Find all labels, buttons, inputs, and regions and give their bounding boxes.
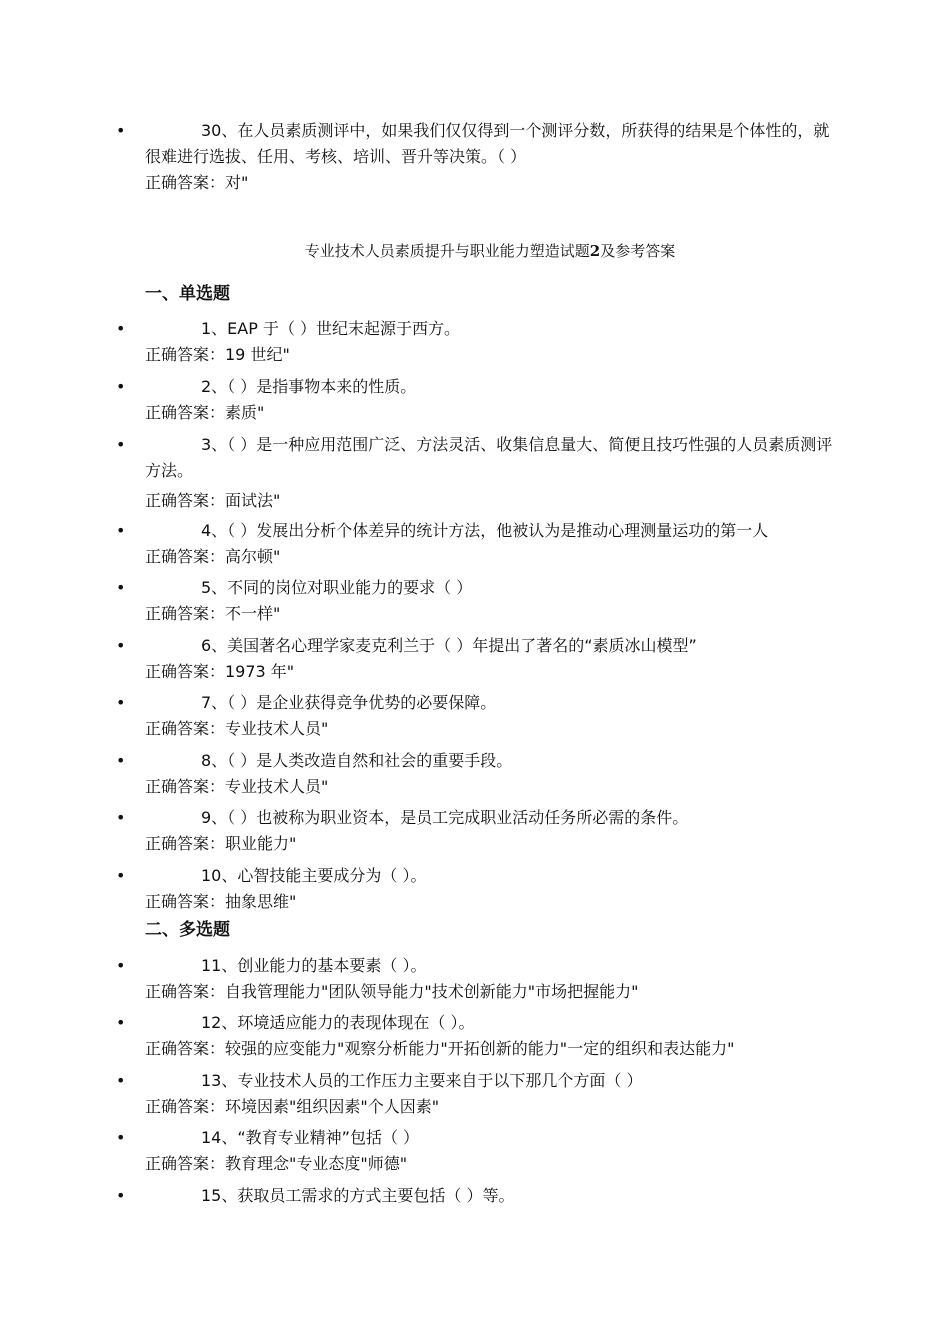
bullet-icon: • — [116, 693, 126, 712]
question-text: 10、心智技能主要成分为（ ）。 — [201, 866, 427, 885]
list-item — [116, 1010, 845, 1062]
answer-text: 正确答案：环境因素"组织因素"个人因素" — [145, 1097, 440, 1116]
question-text: 13、专业技术人员的工作压力主要来自于以下那几个方面（ ） — [201, 1071, 643, 1090]
answer-text: 正确答案：19 世纪" — [145, 345, 290, 364]
answer-text: 正确答案：教育理念"专业态度"师德" — [145, 1154, 408, 1173]
question-text: 4、（ ）发展出分析个体差异的统计方法，他被认为是推动心理测量运功的第一人 — [201, 521, 769, 540]
question-text: 6、美国著名心理学家麦克利兰于（ ）年提出了著名的“素质冰山模型” — [201, 636, 697, 655]
question-text: 2、（ ）是指事物本来的性质。 — [201, 377, 417, 396]
bullet-icon: • — [116, 578, 126, 597]
bullet-icon: • — [116, 866, 126, 885]
list-item — [116, 805, 845, 857]
list-item — [116, 374, 845, 426]
answer-text: 正确答案：高尔顿" — [145, 547, 281, 566]
list-item — [116, 1125, 845, 1177]
bullet-icon: • — [116, 1071, 126, 1090]
list-item — [116, 633, 845, 685]
list-item — [116, 1183, 845, 1209]
answer-text: 正确答案：1973 年" — [145, 662, 295, 681]
question-text: 7、（ ）是企业获得竞争优势的必要保障。 — [201, 693, 497, 712]
answer-text: 正确答案：较强的应变能力"观察分析能力"开拓创新的能力"一定的组织和表达能力" — [145, 1039, 735, 1058]
title-number: 2 — [589, 242, 601, 260]
list-item — [116, 748, 845, 800]
question-text: 9、（ ）也被称为职业资本，是员工完成职业活动任务所必需的条件。 — [201, 808, 689, 827]
answer-text: 正确答案：专业技术人员" — [145, 719, 329, 738]
section-heading-multi: 二、多选题 — [145, 920, 230, 940]
bullet-icon: • — [116, 121, 126, 140]
question-text: 3、（ ）是一种应用范围广泛、方法灵活、收集信息量大、简便且技巧性强的人员素质测评方法。 — [145, 435, 833, 480]
question-text: 1、EAP 于（ ）世纪末起源于西方。 — [201, 319, 461, 338]
section-heading-single: 一、单选题 — [145, 284, 230, 304]
question-text: 8、（ ）是人类改造自然和社会的重要手段。 — [201, 751, 513, 770]
answer-text: 正确答案：抽象思维" — [145, 892, 297, 911]
bullet-icon: • — [116, 1128, 126, 1147]
list-item — [116, 518, 845, 570]
bullet-icon: • — [116, 751, 126, 770]
answer-text: 正确答案：素质" — [145, 403, 265, 422]
answer-text: 正确答案：面试法" — [145, 491, 281, 510]
answer-text: 正确答案：职业能力" — [145, 834, 297, 853]
bullet-icon: • — [116, 956, 126, 975]
list-item — [116, 316, 845, 368]
answer-text: 正确答案：自我管理能力"团队领导能力"技术创新能力"市场把握能力" — [145, 982, 639, 1001]
question-text: 5、不同的岗位对职业能力的要求（ ） — [201, 578, 473, 597]
bullet-icon: • — [116, 1013, 126, 1032]
bullet-icon: • — [116, 808, 126, 827]
answer-text: 正确答案：对" — [145, 173, 249, 192]
question-text: 11、创业能力的基本要素（ ）。 — [201, 956, 427, 975]
list-item — [116, 118, 845, 196]
answer-text: 正确答案：不一样" — [145, 604, 281, 623]
list-item — [116, 432, 845, 514]
question-text: 14、“教育专业精神”包括（ ） — [201, 1128, 420, 1147]
list-item — [116, 1068, 845, 1120]
answer-text: 正确答案：专业技术人员" — [145, 777, 329, 796]
list-item — [116, 953, 845, 1005]
list-item — [116, 863, 845, 915]
bullet-icon: • — [116, 636, 126, 655]
list-item — [116, 575, 845, 627]
bullet-icon: • — [116, 1186, 126, 1205]
bullet-icon: • — [116, 521, 126, 540]
bullet-icon: • — [116, 377, 126, 396]
question-text: 30、在人员素质测评中，如果我们仅仅得到一个测评分数，所获得的结果是个体性的，就很难进行选拔、任用、考核、培训、晋升等决策。（ ） — [145, 121, 830, 166]
bullet-icon: • — [116, 435, 126, 454]
bullet-icon: • — [116, 319, 126, 338]
list-item — [116, 690, 845, 742]
document-title: 专业技术人员素质提升与职业能力塑造试题2及参考答案 — [304, 242, 676, 260]
question-text: 12、环境适应能力的表现体现在（ ）。 — [201, 1013, 475, 1032]
question-text: 15、获取员工需求的方式主要包括（ ）等。 — [201, 1186, 515, 1205]
